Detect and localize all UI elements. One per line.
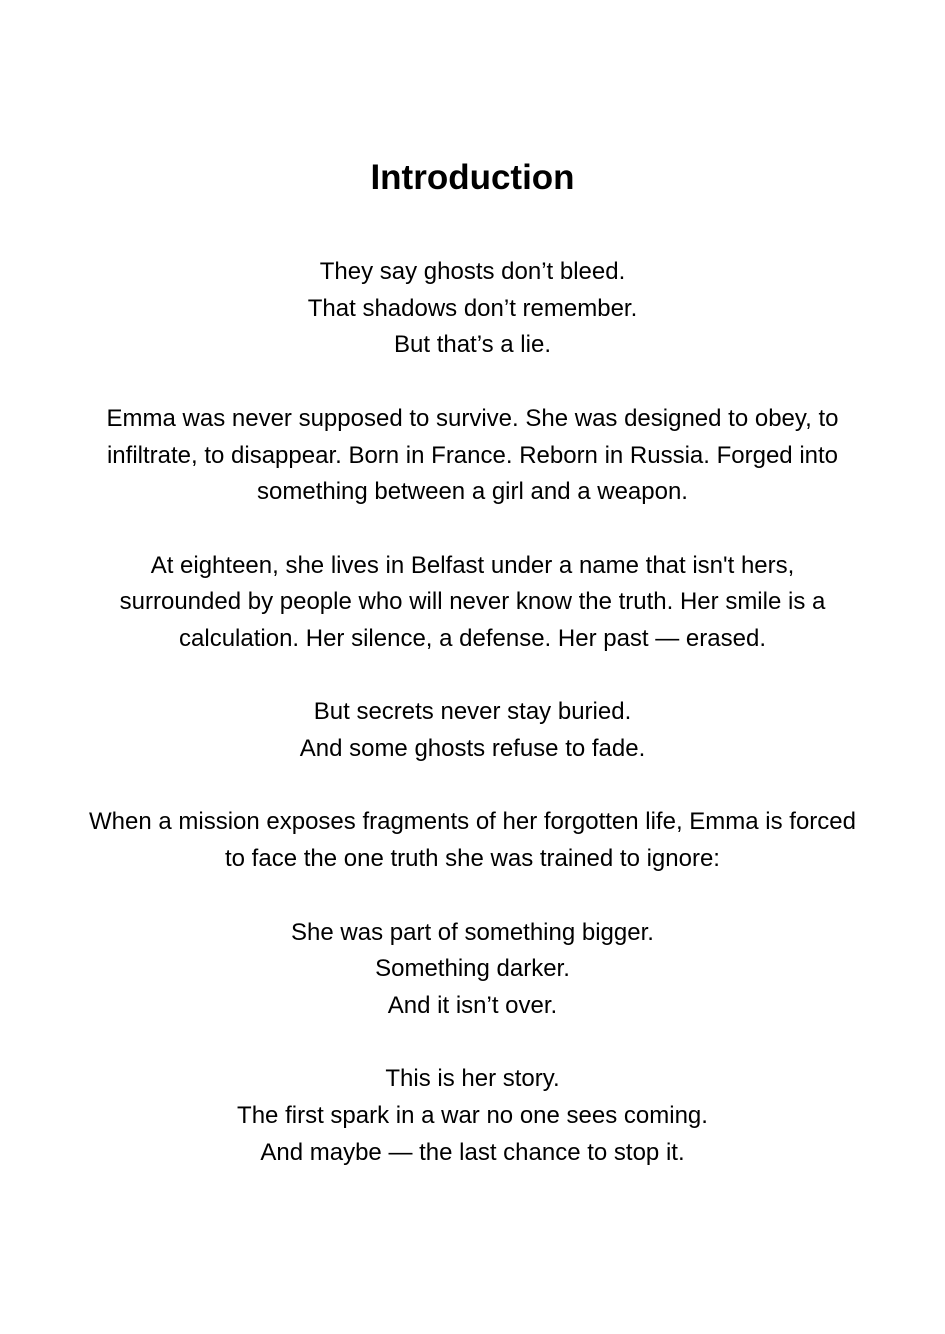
text-line: And maybe — the last chance to stop it. [260, 1138, 685, 1166]
page-title: Introduction [370, 158, 575, 197]
paragraph-3 [40, 548, 905, 658]
text-line: And some ghosts refuse to fade. [299, 735, 646, 763]
text-line: calculation. Her silence, a defense. Her past — erased. [179, 625, 766, 652]
text-line: And it isn’t over. [387, 991, 558, 1019]
text-line: They say ghosts don’t bleed. [319, 258, 626, 285]
text-line: to face the one truth she was trained to ignore: [225, 845, 720, 873]
paragraph-2 [40, 401, 905, 511]
document-body [40, 254, 905, 1171]
text-line: Emma was never supposed to survive. She was designed to obey, to [106, 404, 839, 432]
text-line: That shadows don’t remember. [307, 294, 638, 322]
text-line: When a mission exposes fragments of her forgotten life, Emma is forced [88, 808, 856, 836]
text-line: But that’s a lie. [394, 331, 551, 359]
text-line: But secrets never stay buried. [313, 698, 632, 726]
paragraph-4 [40, 694, 905, 767]
text-line: At eighteen, she lives in Belfast under a name that isn't hers, [150, 551, 795, 579]
paragraph-6 [40, 915, 905, 1025]
text-line: This is her story. [385, 1065, 560, 1093]
text-line: something between a girl and a weapon. [257, 478, 688, 506]
paragraph-7 [40, 1061, 905, 1171]
text-line: surrounded by people who will never know the truth. Her smile is a [119, 588, 826, 616]
text-line: The first spark in a war no one sees coming. [237, 1102, 708, 1130]
text-line: She was part of something bigger. [291, 918, 654, 946]
text-line: Something darker. [375, 955, 570, 983]
paragraph-5 [40, 804, 905, 877]
paragraph-1 [40, 254, 905, 364]
text-line: infiltrate, to disappear. Born in France. Reborn in Russia. Forged into [106, 441, 839, 469]
